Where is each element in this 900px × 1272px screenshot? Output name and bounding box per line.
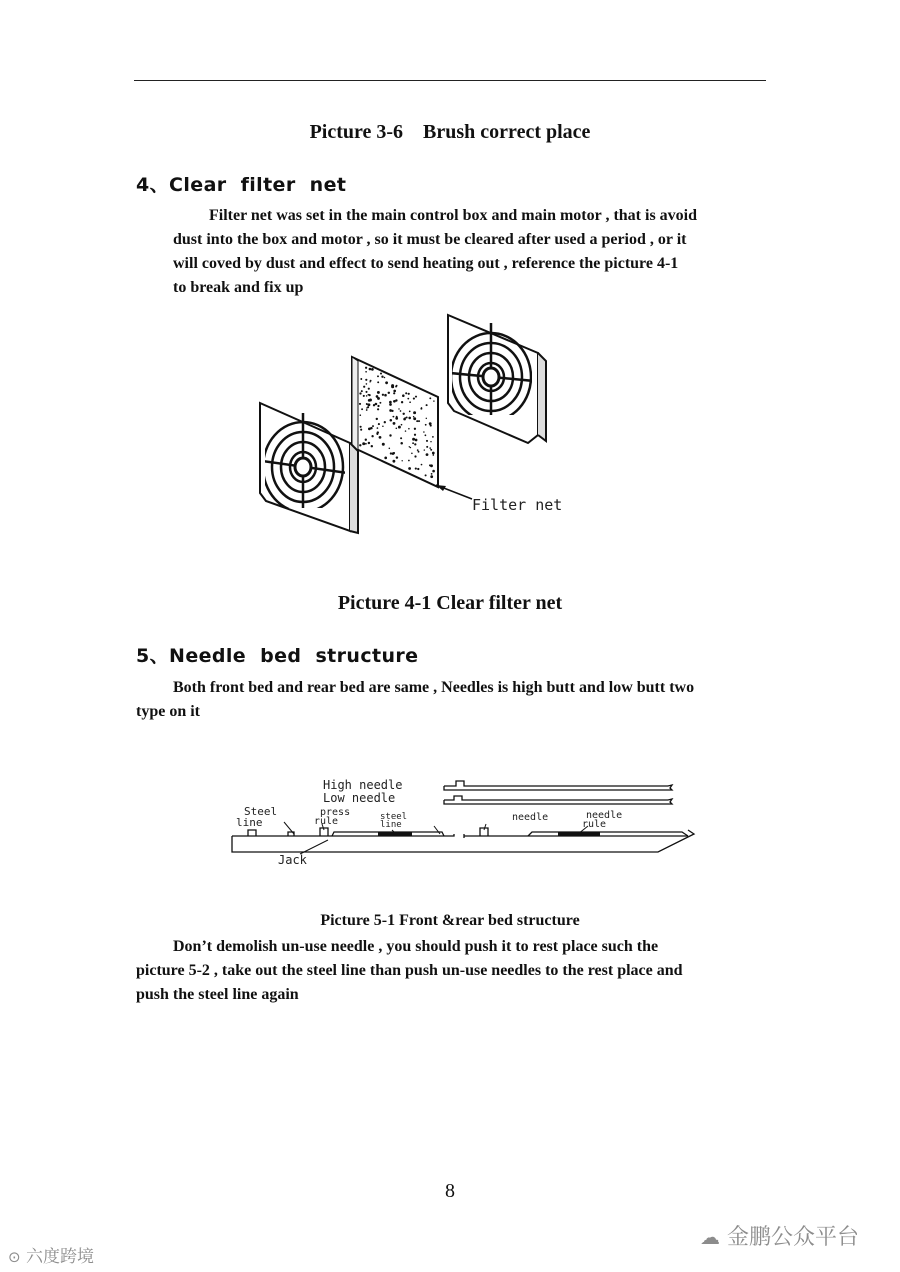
dust-dot bbox=[424, 449, 425, 450]
dust-dot bbox=[368, 442, 370, 444]
press-rule-label: press bbox=[320, 807, 351, 818]
dust-dot bbox=[389, 448, 391, 450]
section-5-heading: 5、Needle bed structure bbox=[136, 645, 419, 667]
dust-dot bbox=[382, 425, 384, 427]
dust-dot bbox=[421, 464, 423, 466]
dust-dot bbox=[376, 418, 378, 420]
watermark-right: ☁ 金鹏公众平台 bbox=[700, 1225, 860, 1250]
dust-dot bbox=[377, 431, 379, 433]
dust-dot bbox=[404, 417, 406, 419]
dust-dot bbox=[363, 395, 365, 397]
dust-dot bbox=[381, 376, 383, 378]
dust-dot bbox=[366, 395, 368, 397]
dust-dot bbox=[377, 391, 380, 394]
dust-dot bbox=[405, 392, 407, 394]
dust-dot bbox=[403, 413, 405, 415]
dust-dot bbox=[369, 394, 371, 396]
dust-dot bbox=[401, 424, 403, 426]
dust-dot bbox=[406, 417, 408, 419]
dust-dot bbox=[408, 417, 411, 420]
dust-dot bbox=[431, 473, 433, 475]
dust-dot bbox=[377, 405, 379, 407]
dust-dot bbox=[412, 438, 415, 441]
dust-dot bbox=[384, 377, 386, 379]
dust-dot bbox=[393, 422, 396, 425]
dust-dot bbox=[429, 447, 431, 449]
dust-dot bbox=[359, 403, 361, 405]
steel-line-label-2: line bbox=[236, 816, 263, 829]
dust-dot bbox=[432, 470, 435, 473]
text-line: to break and fix up bbox=[173, 279, 304, 296]
dust-dot bbox=[411, 453, 413, 455]
dust-dot bbox=[360, 378, 362, 380]
press-rule-label-2: rule bbox=[314, 816, 339, 827]
dust-dot bbox=[396, 416, 398, 418]
page-number: 8 bbox=[445, 1180, 455, 1202]
dust-dot bbox=[367, 403, 370, 406]
steel-line-mid-label-2: line bbox=[380, 820, 402, 830]
section-5-paragraph bbox=[136, 676, 694, 724]
dust-dot bbox=[413, 417, 416, 420]
dust-dot bbox=[433, 400, 434, 401]
dust-dot bbox=[384, 421, 386, 423]
dust-dot bbox=[409, 411, 411, 413]
dust-dot bbox=[384, 457, 387, 460]
dust-dot bbox=[425, 424, 427, 426]
dust-dot bbox=[389, 403, 392, 406]
dust-dot bbox=[360, 429, 362, 431]
dust-dot bbox=[409, 401, 411, 403]
dust-dot bbox=[385, 381, 388, 384]
dust-dot bbox=[401, 401, 403, 403]
dust-dot bbox=[414, 443, 416, 445]
needle-bed-diagram bbox=[228, 772, 700, 872]
dust-dot bbox=[392, 416, 394, 418]
dust-dot bbox=[361, 390, 363, 392]
dust-dot bbox=[393, 390, 396, 393]
dust-dot bbox=[418, 451, 420, 453]
dust-dot bbox=[400, 410, 402, 412]
dust-dot bbox=[362, 442, 365, 445]
dust-dot bbox=[389, 434, 391, 436]
caption-picture-5-1: Picture 5-1 Front &rear bed structure bbox=[320, 912, 580, 929]
dust-dot bbox=[396, 417, 398, 419]
dust-dot bbox=[377, 375, 379, 377]
fan-guard-front bbox=[260, 403, 358, 533]
dust-dot bbox=[423, 431, 425, 433]
filter-net-panel bbox=[352, 357, 438, 487]
dust-dot bbox=[415, 439, 418, 442]
dust-dot bbox=[390, 452, 392, 454]
dust-dot bbox=[407, 398, 409, 400]
dust-dot bbox=[414, 455, 416, 457]
dust-dot bbox=[426, 404, 428, 406]
dust-dot bbox=[389, 401, 392, 404]
dust-dot bbox=[377, 397, 380, 400]
dust-dot bbox=[369, 368, 372, 371]
dust-dot bbox=[393, 400, 396, 403]
dust-dot bbox=[416, 420, 418, 422]
dust-dot bbox=[392, 460, 395, 463]
dust-dot bbox=[379, 402, 381, 404]
fan-guard-rear bbox=[448, 315, 546, 443]
dust-dot bbox=[365, 439, 367, 441]
dust-dot bbox=[368, 428, 371, 431]
text-line: Both front bed and rear bed are same , Needles is high butt and low butt two bbox=[173, 679, 695, 696]
dust-dot bbox=[378, 423, 380, 425]
text-line: will coved by dust and effect to send heating out , reference the picture 4-1 bbox=[173, 255, 679, 272]
dust-dot bbox=[429, 422, 432, 425]
dust-dot bbox=[400, 442, 403, 445]
dust-dot bbox=[415, 396, 417, 398]
needle-rule-label-2: rule bbox=[582, 819, 607, 830]
dust-dot bbox=[390, 419, 393, 422]
header-rule bbox=[134, 80, 766, 81]
jack-label: Jack bbox=[278, 853, 307, 867]
closing-paragraph bbox=[136, 935, 683, 1007]
dust-dot bbox=[360, 414, 362, 416]
dust-dot bbox=[430, 464, 433, 467]
dust-dot bbox=[418, 420, 420, 422]
dust-dot bbox=[372, 425, 374, 427]
dust-dot bbox=[396, 428, 398, 430]
dust-dot bbox=[368, 388, 370, 390]
dust-dot bbox=[408, 460, 410, 462]
dust-dot bbox=[360, 426, 362, 428]
dust-dot bbox=[420, 408, 422, 410]
dust-dot bbox=[430, 449, 432, 451]
dust-dot bbox=[377, 408, 379, 410]
dust-dot bbox=[359, 392, 361, 394]
dust-dot bbox=[429, 397, 431, 399]
watermark-left: ⊙ 六度跨境 bbox=[8, 1247, 94, 1267]
dust-dot bbox=[389, 409, 392, 412]
dust-dot bbox=[391, 384, 394, 387]
dust-dot bbox=[425, 474, 427, 476]
dust-dot bbox=[417, 449, 419, 451]
dust-dot bbox=[370, 380, 372, 382]
dust-dot bbox=[426, 453, 429, 456]
caption-picture-3-6: Picture 3-6 Brush correct place bbox=[309, 121, 591, 143]
low-needle-label: Low needle bbox=[323, 791, 396, 805]
text-line: Filter net was set in the main control box and main motor , that is avoid bbox=[209, 207, 698, 224]
dust-dot bbox=[371, 368, 374, 371]
dust-dot bbox=[393, 392, 395, 394]
dust-dot bbox=[409, 446, 410, 447]
section-4-paragraph bbox=[173, 204, 697, 300]
dust-dot bbox=[369, 399, 372, 402]
dust-dot bbox=[408, 393, 410, 395]
dust-dot bbox=[365, 443, 367, 445]
dust-dot bbox=[417, 468, 419, 470]
dust-dot bbox=[413, 411, 416, 414]
dust-dot bbox=[408, 467, 411, 470]
high-needle-label: High needle bbox=[323, 778, 403, 792]
low-needle bbox=[444, 796, 672, 804]
dust-dot bbox=[393, 452, 395, 454]
caption-picture-4-1: Picture 4-1 Clear filter net bbox=[337, 592, 563, 614]
dust-dot bbox=[398, 426, 401, 429]
dust-dot bbox=[371, 435, 373, 437]
steel-line-label: Steel bbox=[244, 805, 278, 818]
camera-icon: ⊙ bbox=[8, 1248, 21, 1266]
text-line: push the steel line again bbox=[136, 986, 299, 1003]
dust-dot bbox=[365, 371, 367, 373]
dust-dot bbox=[365, 379, 367, 381]
dust-dot bbox=[400, 437, 402, 439]
wechat-icon: ☁ bbox=[700, 1225, 720, 1249]
dust-dot bbox=[426, 440, 428, 442]
dust-dot bbox=[398, 408, 399, 409]
dust-dot bbox=[414, 428, 416, 430]
dust-dot bbox=[388, 392, 390, 394]
dust-dot bbox=[412, 442, 414, 444]
dust-dot bbox=[361, 408, 363, 410]
dust-dot bbox=[430, 441, 431, 442]
dust-dot bbox=[371, 445, 373, 447]
dust-dot bbox=[405, 430, 406, 431]
dust-dot bbox=[408, 428, 410, 430]
filter-net-label: Filter net bbox=[472, 496, 563, 514]
needle-label: needle bbox=[512, 812, 549, 823]
dust-dot bbox=[425, 434, 427, 436]
filter-net-diagram bbox=[250, 305, 580, 535]
dust-dot bbox=[379, 436, 382, 439]
dust-dot bbox=[376, 403, 377, 404]
dust-dot bbox=[366, 403, 368, 405]
dust-dot bbox=[401, 460, 402, 461]
text-line: dust into the box and motor , so it must be cleared after used a period , or it bbox=[173, 231, 687, 248]
dust-dot bbox=[366, 407, 367, 408]
dust-dot bbox=[366, 409, 368, 411]
dust-dot bbox=[426, 418, 427, 419]
bed-base bbox=[232, 828, 694, 852]
dust-dot bbox=[365, 391, 367, 393]
text-line: Don’t demolish un-use needle , you should push it to rest place such the bbox=[173, 938, 659, 955]
dust-dot bbox=[432, 452, 435, 455]
dust-dot bbox=[377, 427, 379, 429]
dust-dot bbox=[402, 394, 405, 397]
dust-dot bbox=[426, 446, 428, 448]
dust-dot bbox=[382, 394, 384, 396]
dust-dot bbox=[415, 468, 417, 470]
dust-dot bbox=[384, 394, 387, 397]
high-needle bbox=[444, 781, 672, 790]
dust-dot bbox=[432, 454, 434, 456]
steel-line-mid-label: steel bbox=[380, 812, 408, 822]
dust-dot bbox=[380, 372, 382, 374]
dust-dot bbox=[413, 416, 414, 417]
dust-dot bbox=[377, 381, 379, 383]
section-4-heading: 4、Clear filter net bbox=[136, 174, 347, 196]
dust-dot bbox=[414, 434, 416, 436]
dust-dot bbox=[365, 367, 367, 369]
dust-dot bbox=[395, 386, 397, 388]
text-line: picture 5-2 , take out the steel line than push un-use needles to the rest place and bbox=[136, 962, 683, 979]
text-line: type on it bbox=[136, 703, 200, 720]
dust-dot bbox=[363, 386, 365, 388]
dust-dot bbox=[413, 398, 415, 400]
dust-dot bbox=[396, 456, 398, 458]
dust-dot bbox=[366, 383, 368, 385]
dust-dot bbox=[359, 444, 361, 446]
needle-rule-label: needle bbox=[586, 810, 623, 821]
dust-dot bbox=[382, 443, 385, 446]
dust-dot bbox=[430, 475, 433, 478]
dust-dot bbox=[432, 436, 434, 438]
